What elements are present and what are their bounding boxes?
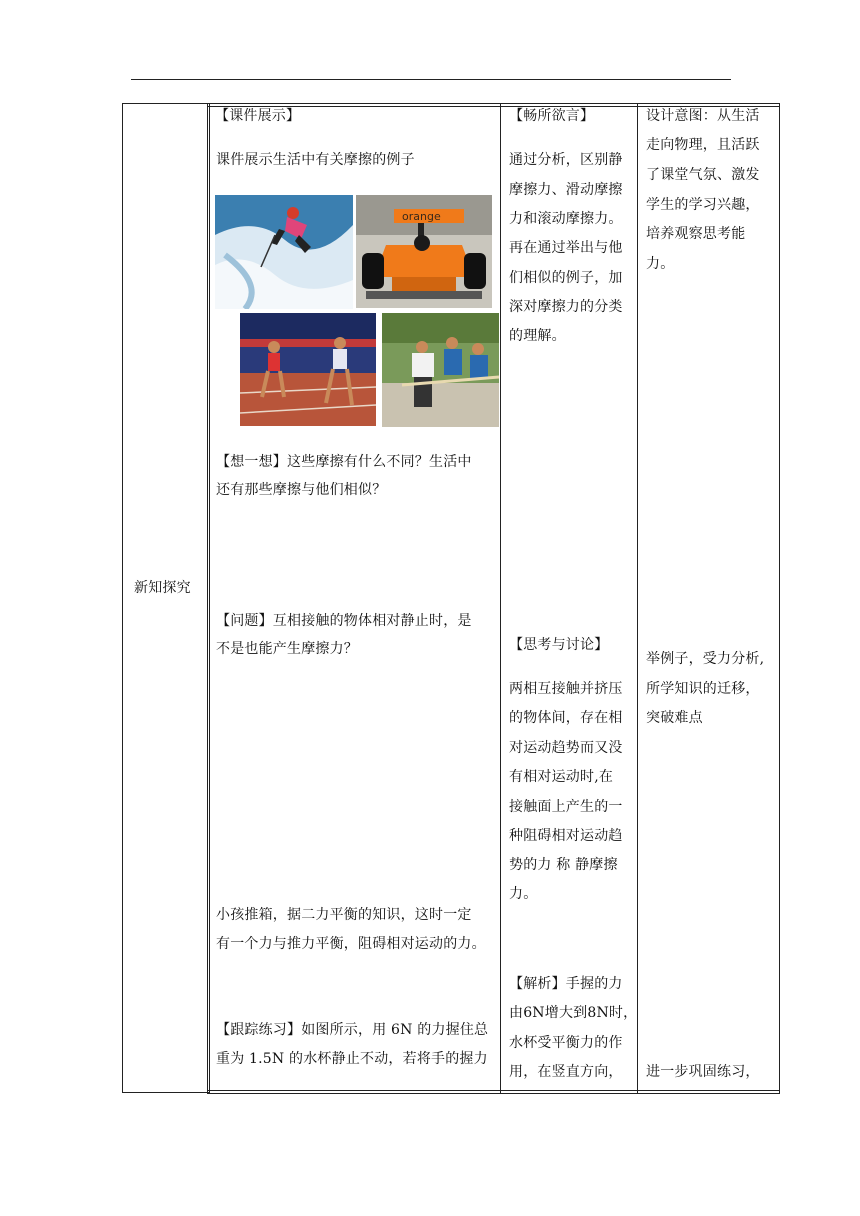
car-wing-text: orange <box>402 210 441 223</box>
analysis-line: 用，在竖直方向， <box>509 1064 623 1080</box>
kejian-desc: 课件展示生活中有关摩擦的例子 <box>216 152 415 168</box>
discuss-line: 势的力 称 静摩擦 <box>509 857 618 873</box>
discuss-line: 种阻碍相对运动趋 <box>509 828 623 844</box>
table-bottom-border-right-2 <box>207 1093 780 1094</box>
design-line: 走向物理，且活跃 <box>646 137 760 153</box>
practice-text-1: 【跟踪练习】如图所示，用 6N 的力握住总 <box>216 1022 489 1038</box>
speak-line: 力和滚动摩擦力。 <box>509 211 623 227</box>
example-line: 所学知识的迁移， <box>646 681 760 697</box>
example-line: 突破难点 <box>646 710 703 726</box>
speak-line: 再在通过举出与他 <box>509 240 623 256</box>
push-text-2: 有一个力与推力平衡，阻碍相对运动的力。 <box>216 936 486 952</box>
discuss-line: 对运动趋势而又没 <box>509 740 623 756</box>
speak-title: 【畅所欲言】 <box>509 108 595 124</box>
analysis-line: 由6N增大到8N时， <box>509 1005 638 1021</box>
question-text-1: 【问题】互相接触的物体相对静止时，是 <box>216 613 472 629</box>
design-line: 培养观察思考能 <box>646 226 746 242</box>
example-line: 举例子，受力分析, <box>646 651 765 667</box>
discuss-line: 两相互接触并挤压 <box>509 681 623 697</box>
speak-line: 深对摩擦力的分类 <box>509 299 623 315</box>
race-car-image <box>356 195 492 308</box>
speak-line: 们相似的例子，加 <box>509 270 623 286</box>
tug-of-war-image <box>382 313 499 427</box>
row-label: 新知探究 <box>134 580 191 596</box>
header-rule <box>131 79 731 80</box>
design-line: 了课堂气氛、激发 <box>646 167 760 183</box>
think-text-1: 【想一想】这些摩擦有什么不同？生活中 <box>216 454 472 470</box>
practice-text-2: 重为 1.5N 的水杯静止不动，若将手的握力 <box>216 1051 488 1067</box>
table-bottom-border-right <box>207 1090 780 1091</box>
col-divider-1b <box>209 103 210 1093</box>
design-line: 力。 <box>646 256 675 272</box>
push-text-1: 小孩推箱，据二力平衡的知识，这时一定 <box>216 907 472 923</box>
discuss-title: 【思考与讨论】 <box>509 637 609 653</box>
runners-image <box>240 313 376 426</box>
practice-intent: 进一步巩固练习， <box>646 1064 760 1080</box>
skier-image <box>215 195 353 309</box>
discuss-line: 力。 <box>509 886 538 902</box>
analysis-line: 【解析】手握的力 <box>509 976 623 992</box>
discuss-line: 接触面上产生的一 <box>509 799 623 815</box>
table-left-border <box>122 103 123 1093</box>
col-divider-2 <box>500 103 501 1093</box>
col-divider-1 <box>207 103 208 1093</box>
speak-line: 摩擦力、滑动摩擦 <box>509 182 623 198</box>
speak-line: 的理解。 <box>509 328 566 344</box>
analysis-line: 水杯受平衡力的作 <box>509 1035 623 1051</box>
think-text-2: 还有那些摩擦与他们相似？ <box>216 482 387 498</box>
design-line: 学生的学习兴趣， <box>646 197 760 213</box>
discuss-line: 有相对运动时,在 <box>509 769 614 785</box>
design-line: 设计意图：从生活 <box>646 108 760 124</box>
col-divider-3 <box>637 103 638 1093</box>
table-right-border <box>779 103 780 1093</box>
discuss-line: 的物体间，存在相 <box>509 710 623 726</box>
table-bottom-border <box>122 1092 209 1093</box>
kejian-title: 【课件展示】 <box>215 108 301 124</box>
question-text-2: 不是也能产生摩擦力？ <box>216 641 358 657</box>
speak-line: 通过分析，区别静 <box>509 152 623 168</box>
